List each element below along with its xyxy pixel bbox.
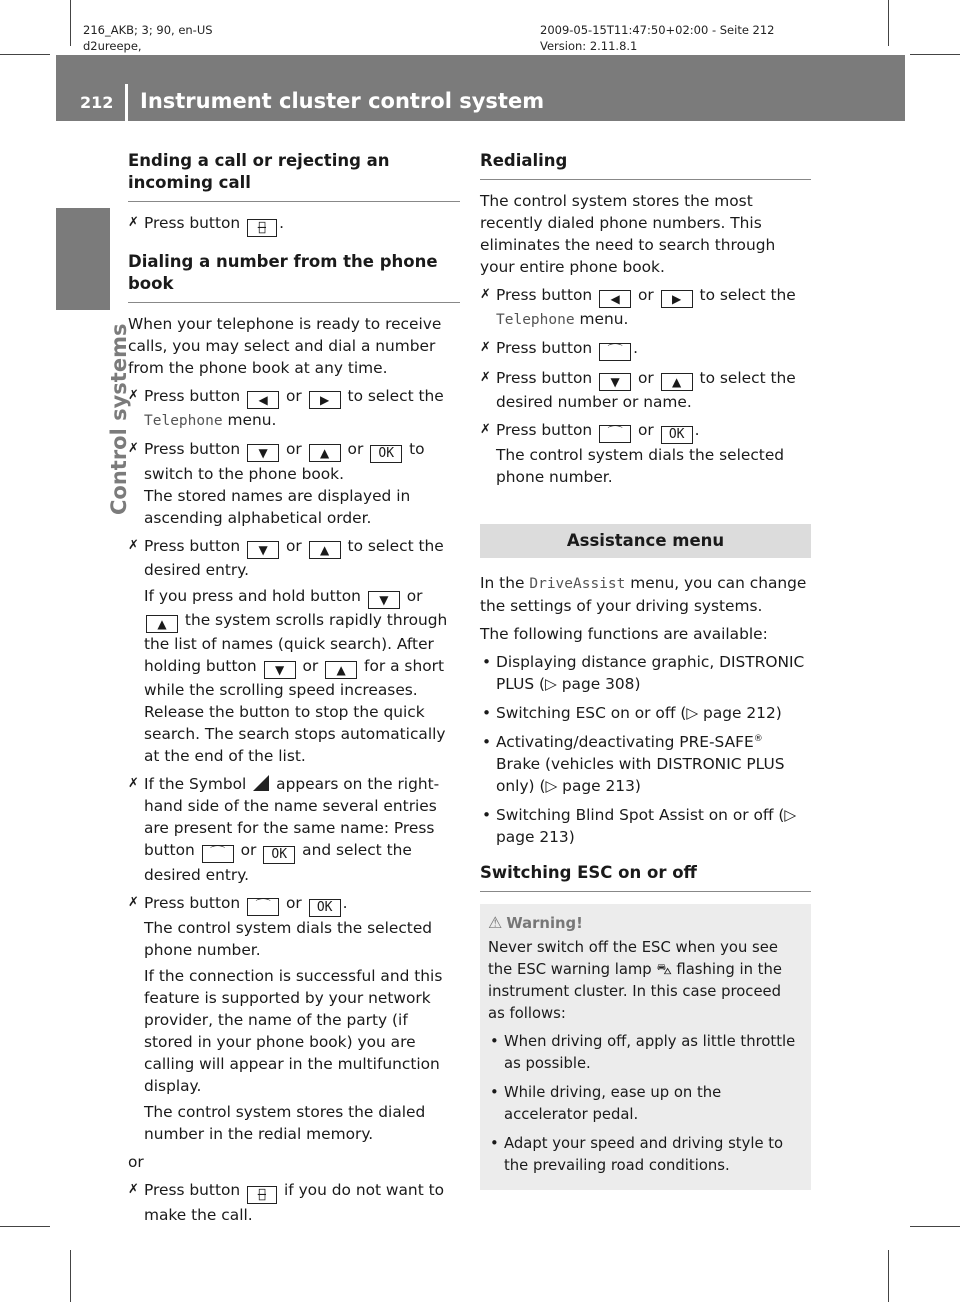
esc-warning-lamp-icon: ⛍ xyxy=(656,961,672,978)
step-arrow-icon: ✗ xyxy=(128,538,139,553)
bullet-dot-icon: • xyxy=(482,653,492,671)
up-key-icon: ▲ xyxy=(309,444,341,462)
step-arrow-icon: ✗ xyxy=(480,422,491,437)
multiple-entries-symbol-icon xyxy=(253,775,269,791)
down-key-icon: ▼ xyxy=(264,661,296,679)
down-key-icon: ▼ xyxy=(368,591,400,609)
crop-mark xyxy=(0,1226,50,1227)
print-meta-right-line2: Version: 2.11.8.1 xyxy=(540,39,638,53)
bullet-distance-graphic: • Displaying distance graphic, DISTRONIC PLUS (▷ page 308) xyxy=(482,653,805,693)
heading-assistance-menu: Assistance menu xyxy=(480,524,811,558)
warning-bullet-road-conditions: • Adapt your speed and driving style to the prevailing road conditions. xyxy=(490,1135,784,1174)
step-arrow-icon: ✗ xyxy=(128,1182,139,1197)
print-meta-left-line2: d2ureepe, xyxy=(83,39,142,53)
ok-key-icon: OK xyxy=(370,445,402,463)
bullet-dot-icon: • xyxy=(482,733,492,751)
end-call-key-icon: ⌒̶ xyxy=(247,1186,277,1204)
step-cancel-call: ✗ Press button ⌒̶ if you do not want to make the call. xyxy=(128,1181,445,1224)
section-title: Instrument cluster control system xyxy=(140,89,545,113)
step-arrow-icon: ✗ xyxy=(128,215,139,230)
assist-intro: In the DriveAssist menu, you can change the settings of your driving systems. xyxy=(480,574,807,615)
crop-mark xyxy=(888,1250,889,1302)
warning-title: ⚠ Warning! xyxy=(488,913,583,932)
crop-mark xyxy=(70,0,71,46)
bullet-dot-icon: • xyxy=(490,1084,499,1101)
dial-intro: When your telephone is ready to receive calls, you may select and dial a number from the phone book at any time. xyxy=(128,315,442,377)
bullet-dot-icon: • xyxy=(482,704,492,722)
step-dial: ✗ Press button ⌒ or OK . The control system dials the selected phone number. If the connection is successful and this feature is supported by your network provider, the name of the party (if stored in your phone book) you are calling will appear in the multifunction display. The control system stores the dialed number in the redial memory. xyxy=(128,892,460,1145)
warning-bullet-accelerator: • While driving, ease up on the accelerator pedal. xyxy=(490,1084,722,1123)
redial-intro: The control system stores the most recently dialed phone numbers. This eliminates the need to search through your entire phone book. xyxy=(480,192,776,276)
ok-key-icon: OK xyxy=(661,426,693,444)
crop-mark xyxy=(910,54,960,55)
step-arrow-icon: ✗ xyxy=(128,776,139,791)
heading-redialing: Redialing xyxy=(480,150,811,180)
right-key-icon: ▶ xyxy=(661,290,693,308)
right-column xyxy=(480,150,811,1190)
warning-bullet-throttle: • When driving off, apply as little throttle as possible. xyxy=(490,1033,796,1072)
crop-mark xyxy=(910,1226,960,1227)
step-multiple-entries: ✗ If the Symbol appears on the right-hand side of the name several entries are present for the same name: Press button ⌒ or OK and select the desired entry. xyxy=(128,775,440,884)
side-tab xyxy=(56,208,110,310)
warning-box xyxy=(480,904,811,1190)
step-arrow-icon: ✗ xyxy=(128,895,139,910)
bullet-blind-spot: • Switching Blind Spot Assist on or off (▷ page 213) xyxy=(482,806,797,846)
connection-note: If the connection is successful and this feature is supported by your network provider, the name of the party (if stored in your phone book) you are calling will appear in the multifunction display. xyxy=(144,967,443,1095)
down-key-icon: ▼ xyxy=(247,541,279,559)
up-key-icon: ▲ xyxy=(146,615,178,633)
left-column xyxy=(128,150,460,1232)
phone-key-icon: ⌒ xyxy=(599,425,631,443)
warning-triangle-icon: ⚠ xyxy=(488,913,503,932)
page-number: 212 xyxy=(80,93,114,112)
step-arrow-icon: ✗ xyxy=(480,287,491,302)
step-redial-phone: ✗ Press button ⌒ . xyxy=(480,339,638,360)
left-key-icon: ◀ xyxy=(247,391,279,409)
bullet-dot-icon: • xyxy=(482,806,492,824)
print-meta-left xyxy=(83,22,213,54)
header-separator xyxy=(125,84,128,121)
redial-memory-note: The control system stores the dialed number in the redial memory. xyxy=(144,1103,426,1143)
heading-esc: Switching ESC on or off xyxy=(480,862,811,892)
phone-key-icon: ⌒ xyxy=(202,845,234,863)
step-redial-select-telephone: ✗ Press button ◀ or ▶ to select the Telephone menu. xyxy=(480,286,796,328)
right-key-icon: ▶ xyxy=(309,391,341,409)
end-call-key-icon: ⌒̶ xyxy=(247,219,277,237)
phone-key-icon: ⌒ xyxy=(247,898,279,916)
crop-mark xyxy=(888,0,889,46)
step-arrow-icon: ✗ xyxy=(128,441,139,456)
heading-ending-call: Ending a call or rejecting an incoming call xyxy=(128,150,460,202)
print-meta-left-line1: 216_AKB; 3; 90, en-US xyxy=(83,23,213,37)
left-key-icon: ◀ xyxy=(599,290,631,308)
up-key-icon: ▲ xyxy=(325,661,357,679)
down-key-icon: ▼ xyxy=(599,373,631,391)
print-meta-right-line1: 2009-05-15T11:47:50+02:00 - Seite 212 xyxy=(540,23,775,37)
bullet-dot-icon: • xyxy=(490,1033,499,1050)
up-key-icon: ▲ xyxy=(309,541,341,559)
step-end-call: ✗ Press button ⌒̶ . xyxy=(128,214,284,235)
step-switch-phonebook: ✗ Press button ▼ or ▲ or OK to switch to the phone book. The stored names are displayed in ascending alphabetical order. xyxy=(128,440,425,527)
assist-following: The following functions are available: xyxy=(480,625,768,643)
crop-mark xyxy=(0,54,50,55)
ok-key-icon: OK xyxy=(309,899,341,917)
or-text: or xyxy=(128,1153,144,1171)
print-meta-right xyxy=(540,22,775,54)
step-redial-dial: ✗ Press button ⌒ or OK . The control system dials the selected phone number. xyxy=(480,421,785,486)
bullet-dot-icon: • xyxy=(490,1135,499,1152)
step-select-entry: ✗ Press button ▼ or ▲ to select the desired entry. If you press and hold button ▼ or ▲ the system scrolls rapidly through the list of names (quick search). After holding button ▼ or ▲ for a short while the scrolling speed increases. Release the button to stop the quick search. The search stops automatically at the end of the list. xyxy=(128,535,460,767)
step-select-telephone: ✗ Press button ◀ or ▶ to select the Telephone menu. xyxy=(128,387,444,429)
step-redial-select-number: ✗ Press button ▼ or ▲ to select the desired number or name. xyxy=(480,369,796,411)
warning-text: Never switch off the ESC when you see the ESC warning lamp ⛍ flashing in the instrument cluster. In this case proceed as follows: xyxy=(488,939,782,1022)
crop-mark xyxy=(70,1250,71,1302)
step-arrow-icon: ✗ xyxy=(128,388,139,403)
step-arrow-icon: ✗ xyxy=(480,370,491,385)
step-arrow-icon: ✗ xyxy=(480,340,491,355)
bullet-esc: • Switching ESC on or off (▷ page 212) xyxy=(482,704,782,722)
phone-key-icon: ⌒ xyxy=(599,343,631,361)
side-tab-label: Control systems xyxy=(107,323,131,515)
down-key-icon: ▼ xyxy=(247,444,279,462)
quick-search-note: If you press and hold button ▼ or ▲ the system scrolls rapidly through the list of names (quick search). After holding button ▼ or ▲ for a short while the scrolling speed increases. Release the button to stop the quick search. The search stops automatically at the end of the list. xyxy=(144,587,448,765)
bullet-presafe: • Activating/deactivating PRE-SAFE® Brake (vehicles with DISTRONIC PLUS only) (▷ page 213) xyxy=(482,733,785,795)
heading-dial-phonebook: Dialing a number from the phone book xyxy=(128,251,460,303)
up-key-icon: ▲ xyxy=(661,373,693,391)
ok-key-icon: OK xyxy=(263,846,295,864)
